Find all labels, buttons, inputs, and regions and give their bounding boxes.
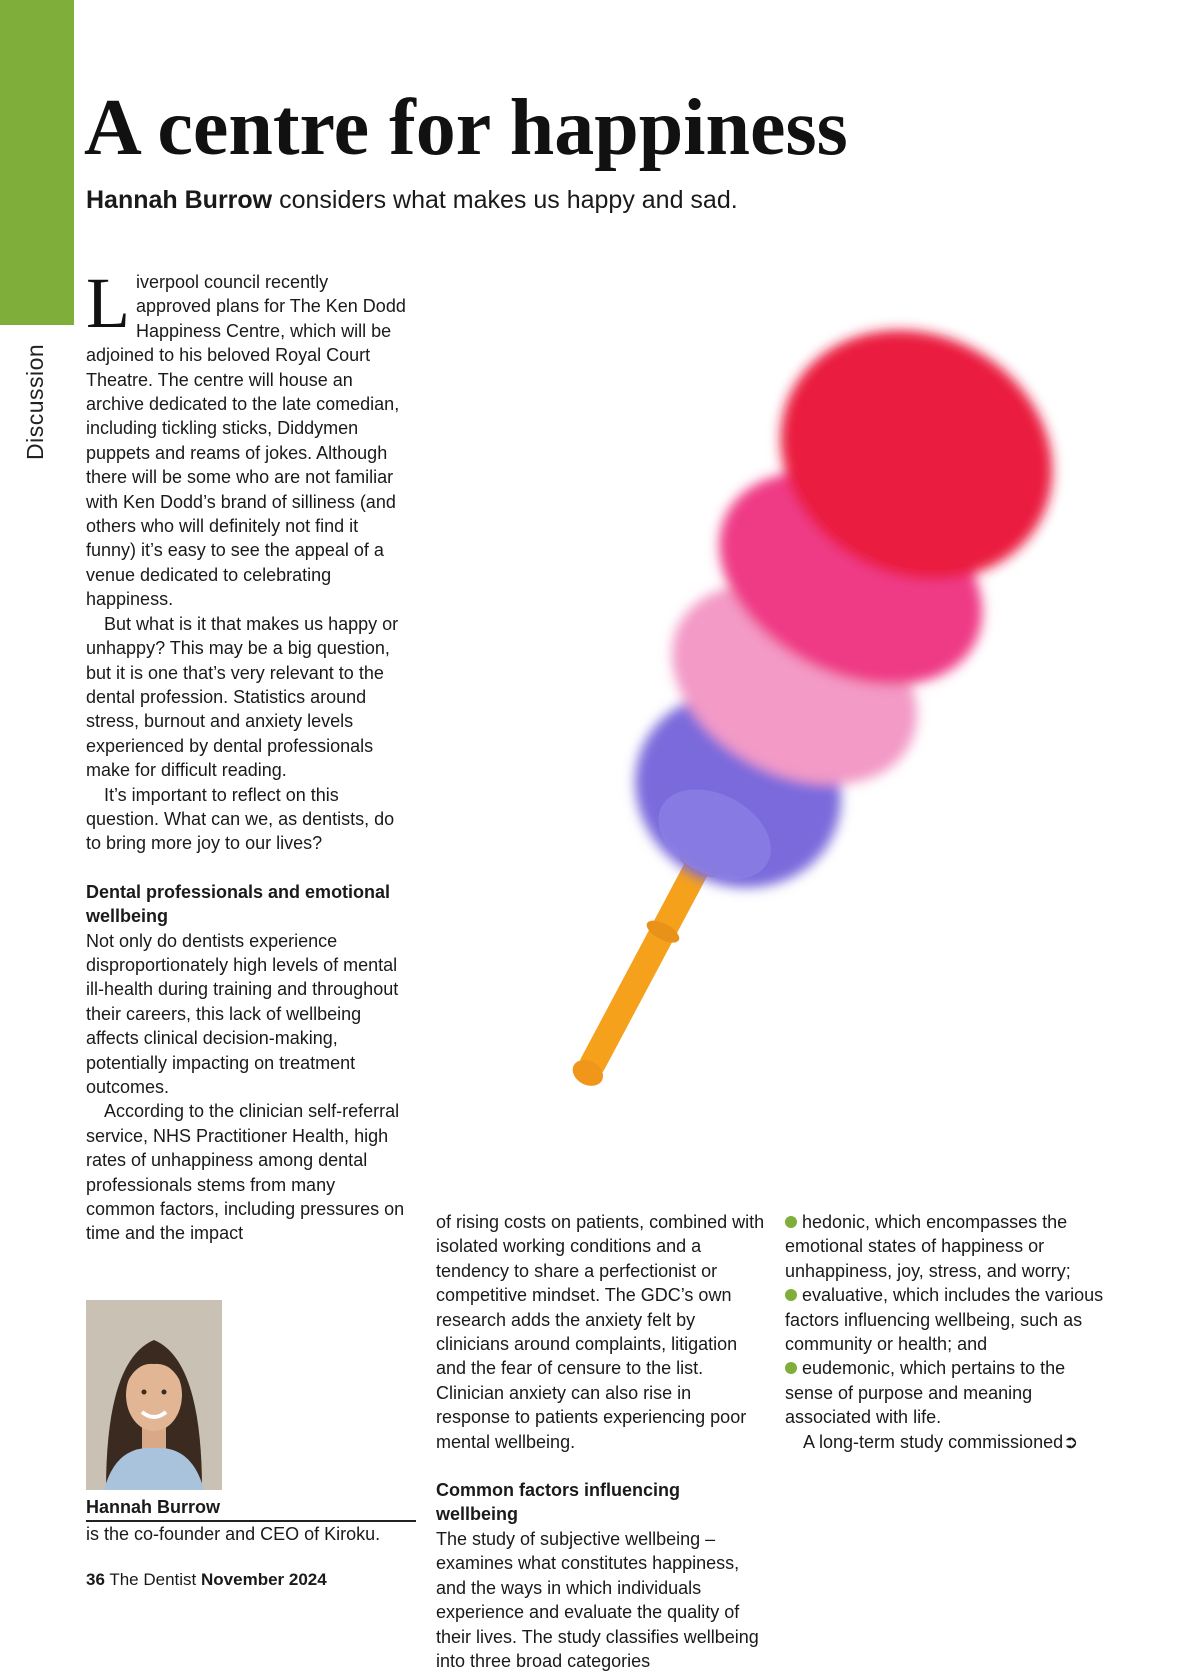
bullet-text: hedonic, which encompasses the emotional states of happiness or unhappiness, joy, stress, and worry; [785, 1212, 1071, 1281]
intro-text: iverpool council recently approved plans for The Ken Dodd Happiness Centre, which will be adjoined to his beloved Royal Court Theatre. The centre will house an archive dedicated to the late comedian, including tickling sticks, Diddymen puppets and reams of jokes. Although there will be some who are not familiar with Ken Dodd’s brand of silliness (and others who will definitely not find it funny) it’s easy to see the appeal of a venue dedicated to celebrating happiness. [86, 272, 406, 610]
article-column-1 [86, 263, 408, 1246]
paragraph: Not only do dentists experience disproportionately high levels of mental ill-health during training and throughout their careers, this lack of wellbeing affects clinical decision-making, potentially impacting on treatment outcomes. [86, 930, 399, 1097]
paragraph: It’s important to reflect on this question. What can we, as dentists, do to bring more joy to our lives? [86, 784, 395, 854]
section-color-bar [0, 0, 74, 325]
publication-name: The Dentist [109, 1570, 197, 1589]
bullet-dot [785, 1289, 797, 1301]
bullet-item [785, 1210, 1115, 1283]
subheading-common-factors: Common factors influencing wellbeing [436, 1480, 681, 1525]
article-column-3 [785, 1210, 1115, 1454]
drop-cap: L [86, 263, 130, 343]
bullet-text: evaluative, which includes the various factors influencing wellbeing, such as community or health; and [785, 1285, 1104, 1355]
article-title: A centre for happiness [84, 84, 848, 172]
paragraph [785, 1430, 1115, 1454]
standfirst-author: Hannah Burrow [86, 186, 273, 214]
paragraph: The study of subjective wellbeing – examines what constitutes happiness, and the ways in which individuals experience and evaluate the quality of their lives. The study classifies wellbeing into three broad categories [436, 1528, 759, 1671]
bullet-text: eudemonic, which pertains to the sense of purpose and meaning associated with life. [785, 1358, 1066, 1428]
closing-text: A long-term study commissioned [803, 1431, 1064, 1452]
author-box [86, 1496, 416, 1546]
subheading-emotional-wellbeing: Dental professionals and emotional wellbeing [86, 881, 391, 927]
author-name: Hannah Burrow [86, 1496, 416, 1522]
duster-handle [576, 846, 716, 1079]
paragraph: But what is it that makes us happy or unhappy? This may be a big question, but it is one that’s very relevant to the dental profession. Statistics around stress, burnout and anxiety levels experienced by dental professionals make for difficult reading. [86, 613, 399, 781]
page-number: 36 [86, 1570, 105, 1589]
article-standfirst [86, 186, 738, 215]
continue-arrow-icon: ➲ [1063, 1431, 1079, 1452]
issue-date: November 2024 [201, 1570, 327, 1589]
bullet-item [785, 1356, 1115, 1429]
paragraph: According to the clinician self-referral service, NHS Practitioner Health, high rates of unhappiness among dental professionals stems from many common factors, including pressures on time and the impact [86, 1101, 405, 1244]
standfirst-text: considers what makes us happy and sad. [279, 186, 738, 214]
author-bio: is the co-founder and CEO of Kiroku. [86, 1524, 381, 1544]
bullet-item [785, 1283, 1115, 1356]
feather-duster-image [480, 270, 1100, 1170]
paragraph: of rising costs on patients, combined with isolated working conditions and a tendency to share a perfectionist or competitive mindset. The GDC’s own research adds the anxiety felt by clinicians around complaints, litigation and the fear of censure to the list. Clinician anxiety can also rise in response to patients experiencing poor mental wellbeing. [436, 1212, 765, 1452]
bullet-dot [785, 1362, 797, 1374]
article-column-2 [436, 1210, 766, 1673]
page-footer [86, 1570, 327, 1590]
bullet-dot [785, 1216, 797, 1228]
author-photo [86, 1300, 222, 1490]
paragraph-intro [86, 263, 408, 612]
section-label: Discussion [22, 343, 48, 460]
